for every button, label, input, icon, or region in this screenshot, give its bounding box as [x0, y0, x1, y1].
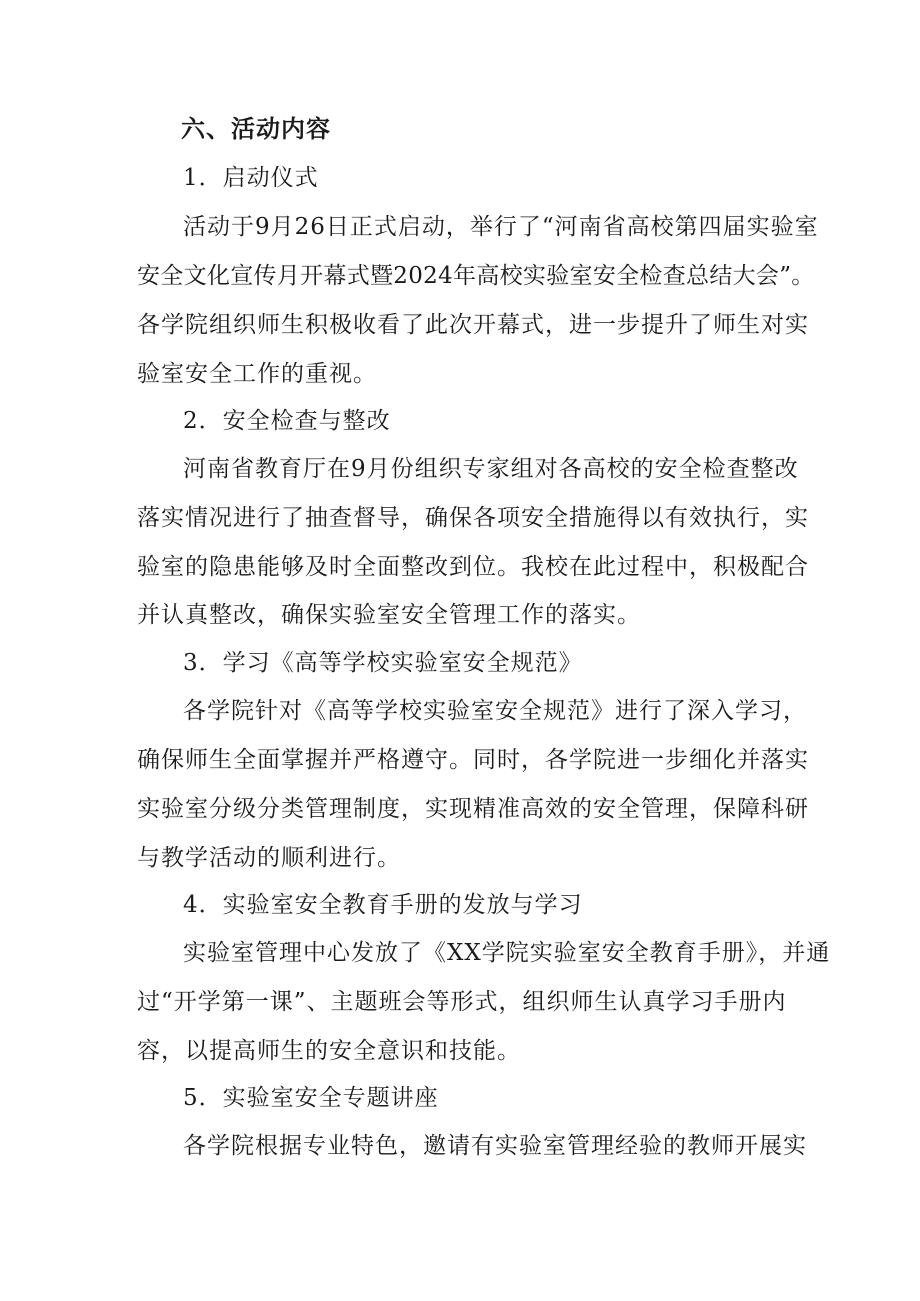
item-1-line-4: 验室安全工作的重视。 — [137, 361, 377, 387]
item-1-line-2: 安全文化宣传月开幕式暨2024年高校实验室安全检查总结大会”。 — [137, 263, 815, 289]
item-5-title: 5．实验室安全专题讲座 — [183, 1085, 439, 1111]
item-4-title: 4．实验室安全教育手册的发放与学习 — [183, 892, 583, 918]
item-2-line-4: 并认真整改，确保实验室安全管理工作的落实。 — [137, 602, 641, 628]
item-1-line-1: 活动于9月26日正式启动，举行了“河南省高校第四届实验室 — [183, 214, 819, 240]
item-4-line-1: 实验室管理中心发放了《XX学院实验室安全教育手册》，并通 — [183, 940, 831, 966]
item-3-line-4: 与教学活动的顺利进行。 — [137, 845, 401, 871]
item-2-title: 2．安全检查与整改 — [183, 408, 391, 434]
item-1-line-3: 各学院组织师生积极收看了此次开幕式，进一步提升了师生对实 — [137, 312, 809, 338]
item-2-line-3: 验室的隐患能够及时全面整改到位。我校在此过程中，积极配合 — [137, 554, 809, 580]
item-3-line-1: 各学院针对《高等学校实验室安全规范》进行了深入学习， — [183, 698, 807, 724]
item-4-line-3: 容，以提高师生的安全意识和技能。 — [137, 1038, 521, 1064]
item-2-line-2: 落实情况进行了抽查督导，确保各项安全措施得以有效执行，实 — [137, 505, 809, 531]
item-5-line-1: 各学院根据专业特色，邀请有实验室管理经验的教师开展实 — [183, 1133, 807, 1159]
section-heading: 六、活动内容 — [181, 115, 331, 143]
item-1-title: 1．启动仪式 — [183, 165, 319, 191]
item-3-line-2: 确保师生全面掌握并严格遵守。同时，各学院进一步细化并落实 — [137, 747, 809, 773]
item-3-line-3: 实验室分级分类管理制度，实现精准高效的安全管理，保障科研 — [137, 796, 809, 822]
item-2-line-1: 河南省教育厅在9月份组织专家组对各高校的安全检查整改 — [183, 456, 799, 482]
item-3-title: 3．学习《高等学校实验室安全规范》 — [183, 650, 583, 676]
item-4-line-2: 过“开学第一课”、主题班会等形式，组织师生认真学习手册内 — [137, 989, 787, 1015]
